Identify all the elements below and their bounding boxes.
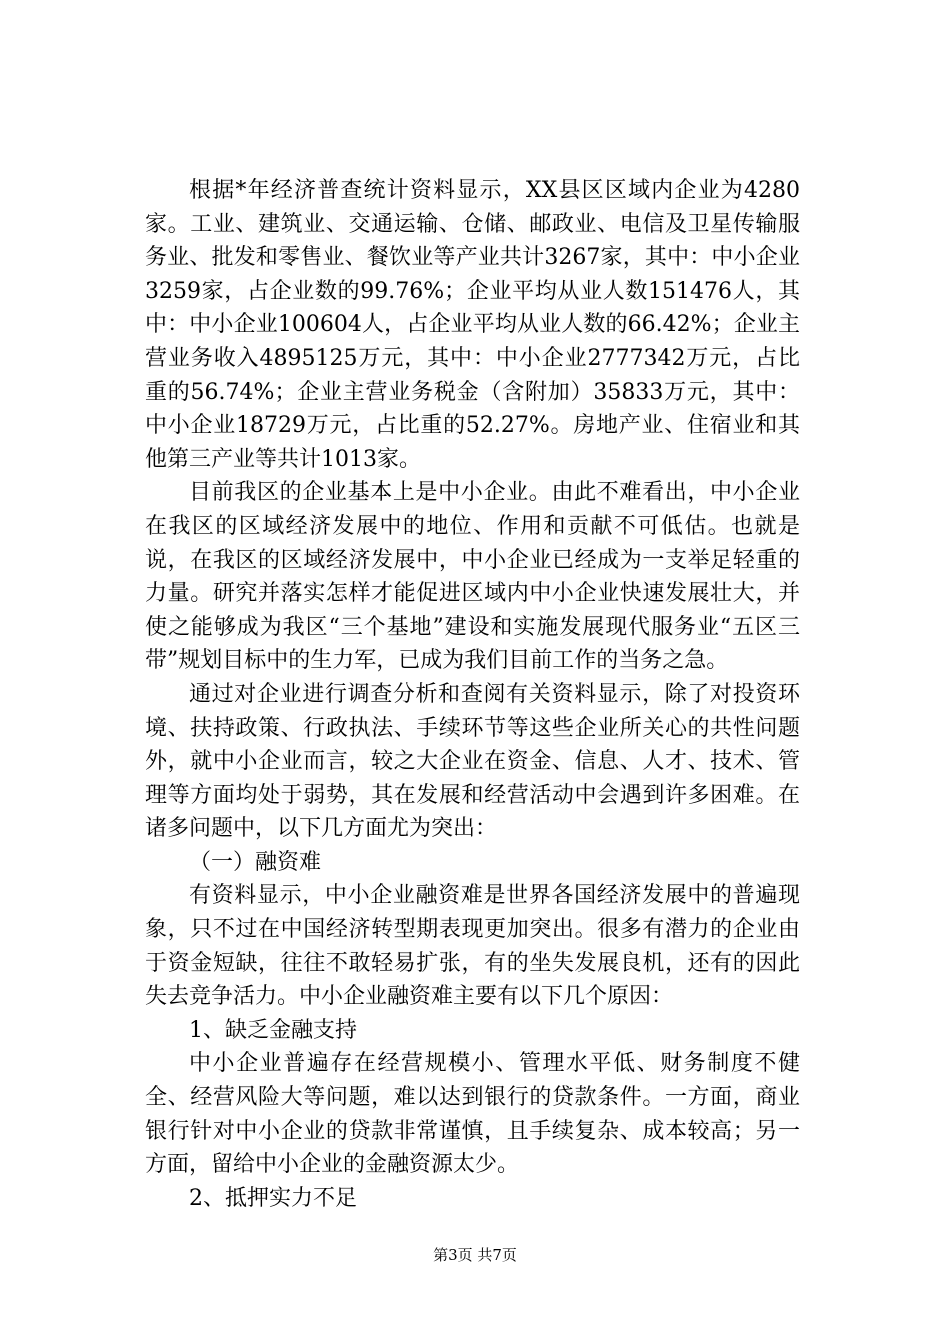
paragraph-sme-difficulties: 通过对企业进行调查分析和查阅有关资料显示，除了对投资环境、扶持政策、行政执法、手续环节等这些企业所关心的共性问题外，就中小企业而言，较之大企业在资金、信息、人才、技术、管理等方面均处于弱势，其在发展和经营活动中会遇到许多困难。在诸多问题中，以下几方面尤为突出： (145, 681, 800, 842)
section-heading-financing: （一）融资难 (189, 849, 322, 875)
page-number-footer: 第3页 共7页 (433, 1246, 517, 1264)
subheading-lack-financial-support: 1、缺乏金融支持 (189, 1017, 357, 1043)
paragraph-financing-difficulty: 有资料显示，中小企业融资难是世界各国经济发展中的普遍现象，只不过在中国经济转型期表现更加突出。很多有潜力的企业由于资金短缺，往往不敢轻易扩张，有的坐失发展良机，还有的因此失去竞争活力。中小企业融资难主要有以下几个原因： (145, 883, 800, 1010)
paragraph-census-statistics: 根据*年经济普查统计资料显示，XX县区区域内企业为4280家。工业、建筑业、交通运输、仓储、邮政业、电信及卫星传输服务业、批发和零售业、餐饮业等产业共计3267家，其中：中小企业3259家，占企业数的99.76%；企业平均从业人数151476人，其中：中小企业100604人，占企业平均从业人数的66.42%；企业主营业务收入4895125万元，其中：中小企业2777342万元，占比重的56.74%；企业主营业务税金（含附加）35833万元，其中：中小企业18729万元，占比重的52.27%。房地产业、住宿业和其他第三产业等共计1013家。 (145, 178, 800, 472)
subheading-insufficient-collateral: 2、抵押实力不足 (189, 1185, 357, 1211)
paragraph-financial-support: 中小企业普遍存在经营规模小、管理水平低、财务制度不健全、经营风险大等问题，难以达到银行的贷款条件。一方面，商业银行针对中小企业的贷款非常谨慎，且手续复杂、成本较高；另一方面，留给中小企业的金融资源太少。 (145, 1051, 800, 1178)
document-body (145, 174, 800, 1215)
paragraph-sme-importance: 目前我区的企业基本上是中小企业。由此不难看出，中小企业在我区的区域经济发展中的地位、作用和贡献不可低估。也就是说，在我区的区域经济发展中，中小企业已经成为一支举足轻重的力量。研究并落实怎样才能促进区域内中小企业快速发展壮大，并使之能够成为我区“三个基地”建设和实施发展现代服务业“五区三带”规划目标中的生力军，已成为我们目前工作的当务之急。 (145, 480, 800, 674)
